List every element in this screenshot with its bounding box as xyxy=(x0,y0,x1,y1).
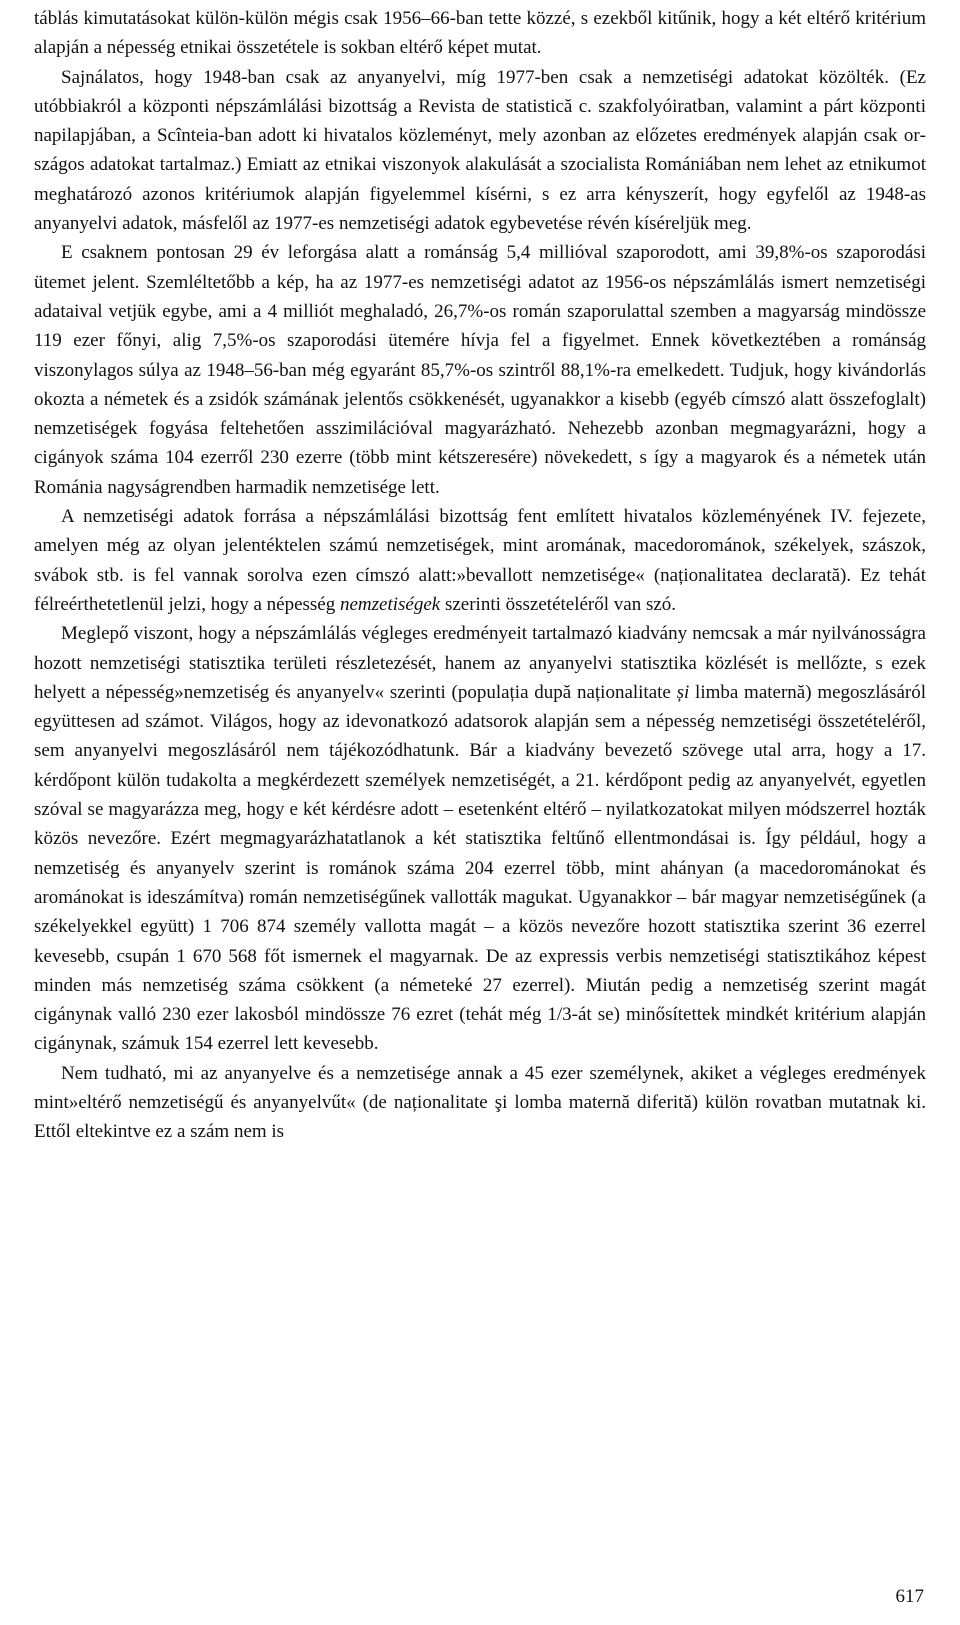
paragraph-3: E csaknem pontosan 29 év leforgása alatt a románság 5,4 millióval szaporodott, ami 39,8%-os szaporodási ütemet jelent. Szemléltetőbb a kép, ha az 1977-es nemzetiségi adatot az 1956-os népszámlálás ismert nemzetiségi adataival vetjük egybe, ami a 4 milliót meghaladó, 26,7%-os román szaporulattal szemben a magyarság mindössze 119 ezer főnyi, alig 7,5%-os szaporodási ütemére hívja fel a figyelmet. Ennek következtében a románság viszonylagos súlya az 1948–56-ban még egyaránt 85,7%-os szintről 88,1%-ra emelkedett. Tudjuk, hogy kivándorlás okozta a németek és a zsidók számának jelentős csökkenését, ugyanakkor a kisebb (egyéb címszó alatt összefoglalt) nemzetiségek fogyása feltehetően asszimilációval magyarázható. Nehezebb azonban megmagyarázni, hogy a cigányok száma 104 ezerről 230 ezerre (több mint kétszeresére) növekedett, s így a magyarok és a németek után Románia nagyságrendben harmadik nemzetisége lett. xyxy=(34,242,926,498)
page-number: 617 xyxy=(895,1586,924,1607)
paragraph-2: Sajnálatos, hogy 1948-ban csak az anyanyelvi, míg 1977-ben csak a nemzetiségi adatokat közölték. (Ez utóbbiakról a központi népszámlálási bizottság a Revista de statistică c. szakfolyóiratban, valamint a párt központi napilapjában, a Scînteia-ban adott ki hivatalos közleményt, mely azonban az előzetes eredmények alapján csak országos adatokat tartalmaz.) Emiatt az etnikai viszonyok alakulását a szocialista Romániában nem lehet az etnikumot meghatározó azonos kritériumok alapján figyelemmel kísérni, s ez arra kényszerít, hogy egyfelől az 1948-as anyanyelvi adatok, másfelől az 1977-es nemzetiségi adatok egybevetése révén kíséreljük meg. xyxy=(34,66,926,235)
paragraph-1: táblás kimutatásokat külön-külön mégis csak 1956–66-ban tette közzé, s ezekből kitűnik, hogy a két eltérő kritérium alapján a népesség etnikai összetétele is sokban eltérő képet mutat. xyxy=(34,8,926,59)
paragraph-5: Meglepő viszont, hogy a népszámlálás végleges eredményeit tartalmazó kiadvány nemcsak a már nyilvánosságra hozott nemzetiségi statisztika területi részletezését, hanem az anyanyelvi statisztika közlését is mellőzte, s ezek helyett a népesség»nemzetiség és anyanyelv« szerinti (populația după naționalitate și limba maternă) megoszlásáról együttesen ad számot. Világos, hogy az idevonatkozó adatsorok alapján sem a népesség nemzetiségi összetételéről, sem anyanyelvi megoszlásáról nem tájékozódhatunk. Bár a kiadvány bevezető szövege utal arra, hogy a 17. kérdőpont külön tudakolta a megkérdezett személyek nemzetiségét, a 21. kérdőpont pedig az anyanyelvét, egyetlen szóval se magyarázza meg, hogy e két kérdésre adott – esetenként eltérő – nyilatkozatokat milyen módszerrel hozták közös nevezőre. Ezért megmagyarázhatatlanok a két statisztika feltűnő ellentmondásai is. Így például, hogy a nemzetiség és anyanyelv szerint is románok száma 204 ezerrel több, mint ahányan (a macedorománokat és arománokat is ideszámítva) román nemzetiségűnek vallották magukat. Ugyanakkor – bár magyar nemzetiségűnek (a székelyekkel együtt) 1 706 874 személy vallotta magát – a közös nevezőre hozott statisztika szerint 36 ezerrel kevesebb, csupán 1 670 568 főt ismernek el magyarnak. De az expressis verbis nemzetiségi statisztikához képest minden más nemzetiség száma csökkent (a németeké 27 ezerrel). Miután pedig a nemzetiség szerint magát cigánynak valló 230 ezer lakosból mindössze 76 ezret (tehát még 1/3-át se) minősítettek mindkét kritérium alapján cigánynak, számuk 154 ezerrel lett kevesebb. xyxy=(34,623,926,1055)
paragraph-4: A nemzetiségi adatok forrása a népszámlálási bizottság fent említett hivatalos közleményének IV. fejezete, amelyen még az olyan jelentéktelen számú nemzetiségek, mint aromának, macedorománok, székelyek, szászok, svábok stb. is fel vannak sorolva ezen címszó alatt:»bevallott nemzetisége« (naționalitatea declarată). Ez tehát félreérthetetlenül jelzi, hogy a népesség nemzetiségek szerinti összetételéről van szó. xyxy=(34,506,926,615)
paragraph-6: Nem tudható, mi az anyanyelve és a nemzetisége annak a 45 ezer személynek, akiket a végleges eredmények mint»eltérő nemzetiségű és anyanyelvűt« (de naționalitate şi lomba maternă diferită) külön rovatban mutatnak ki. Ettől eltekintve ez a szám nem is xyxy=(34,1062,926,1143)
body-text xyxy=(34,4,926,1147)
